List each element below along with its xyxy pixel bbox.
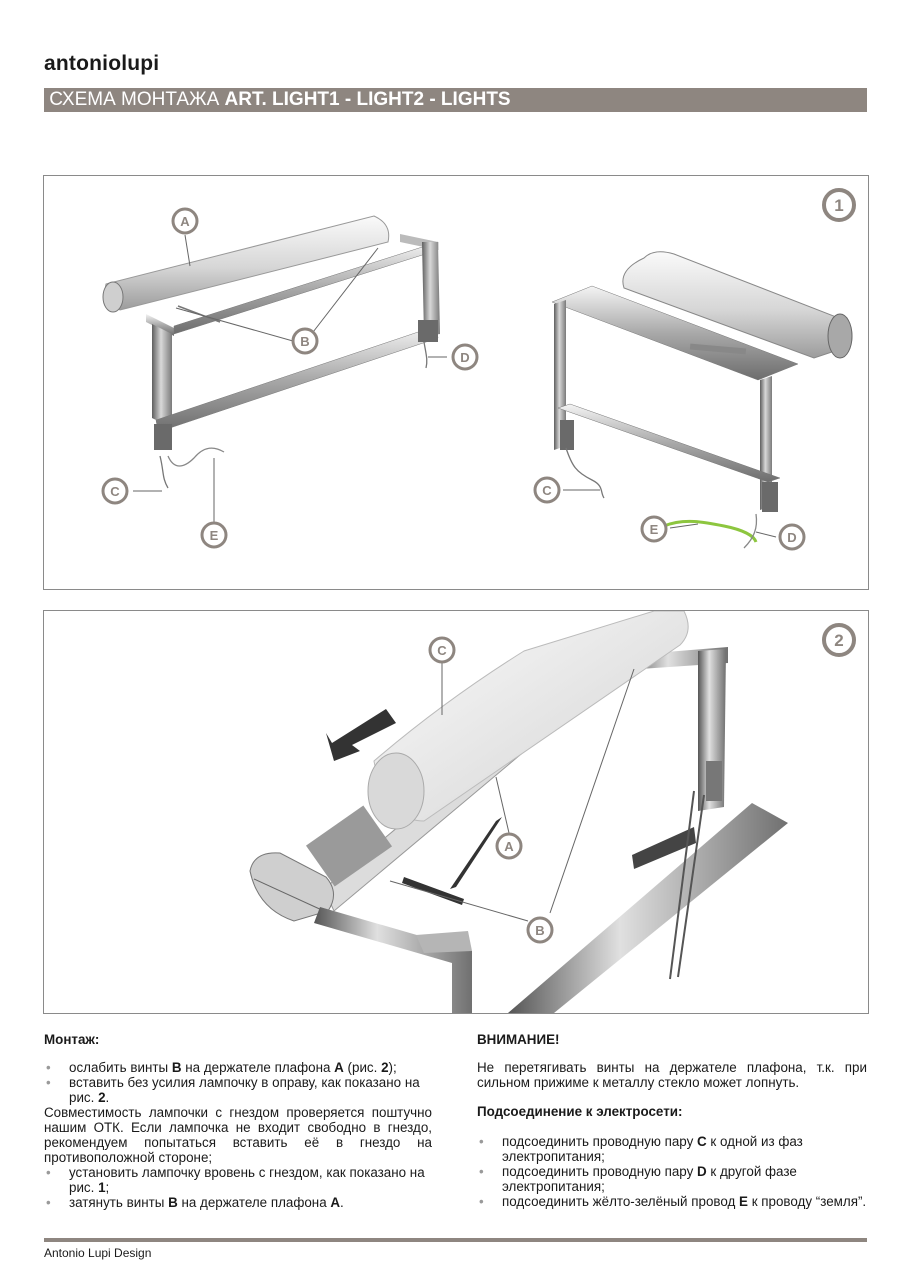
mounting-step-2: • вставить без усилия лампочку в оправу, как показано на рис. 2.	[44, 1075, 432, 1105]
svg-text:C: C	[110, 484, 120, 499]
title-product: ART. LIGHT1 - LIGHT2 - LIGHTS	[224, 89, 511, 110]
mounting-heading: Монтаж:	[44, 1032, 100, 1047]
callout-b-fig2	[528, 918, 552, 942]
lamp-rear-view	[552, 252, 852, 548]
callout-c	[103, 479, 127, 503]
connection-step-3: • подсоединить жёлто-зелёный провод E к проводу “земля”.	[477, 1194, 867, 1209]
mounting-compatibility-note: Совместимость лампочки с гнездом проверяется поштучно нашим ОТК. Если лампочка не входит свободно в гнездо, рекомендуем попытаться вставить её в гнездо на противоположной стороне;	[44, 1105, 432, 1165]
svg-text:B: B	[535, 923, 545, 938]
step-number-badge	[824, 190, 854, 220]
connection-step-1: • подсоединить проводную пару C к одной из фаз электропитания;	[477, 1134, 867, 1164]
mounting-step-1: • ослабить винты B на держателе плафона A (рис. 2);	[44, 1060, 432, 1075]
callout-a-fig2	[497, 834, 521, 858]
brand-logo: antoniolupi	[44, 52, 160, 75]
svg-text:E: E	[649, 522, 659, 537]
mounting-instructions	[44, 1032, 432, 1210]
callout-d	[453, 345, 477, 369]
svg-text:C: C	[542, 483, 552, 498]
figure-2-panel	[43, 610, 869, 1014]
mounting-step-3: • установить лампочку вровень с гнездом, как показано на рис. 1;	[44, 1165, 432, 1195]
warning-heading: ВНИМАНИЕ!	[477, 1032, 560, 1047]
svg-text:A: A	[504, 839, 514, 854]
callout-c-fig2	[430, 638, 454, 662]
figure-1-panel	[43, 175, 869, 590]
svg-text:1: 1	[834, 196, 844, 215]
page-title-bar	[44, 88, 867, 112]
title-prefix: СХЕМА МОНТАЖА	[49, 89, 220, 110]
lamp-front-view	[103, 216, 440, 488]
figure-2-drawing	[44, 611, 868, 1013]
svg-text:C: C	[437, 643, 447, 658]
callout-e	[202, 523, 226, 547]
svg-text:D: D	[460, 350, 470, 365]
callout-c-right	[535, 478, 559, 502]
callout-e-right	[642, 517, 666, 541]
step-number-badge	[824, 625, 854, 655]
footer-credit: Antonio Lupi Design	[44, 1246, 152, 1260]
mounting-step-4: • затянуть винты B на держателе плафона A.	[44, 1195, 432, 1210]
svg-text:2: 2	[834, 631, 844, 650]
lamp-closeup	[250, 611, 788, 1013]
svg-text:A: A	[180, 214, 190, 229]
callout-a	[173, 209, 197, 233]
svg-text:B: B	[300, 334, 310, 349]
callout-b	[293, 329, 317, 353]
warning-and-connection	[477, 1032, 867, 1209]
footer-divider	[44, 1238, 867, 1242]
connection-step-2: • подсоединить проводную пару D к другой фазе электропитания;	[477, 1164, 867, 1194]
warning-text: Не перетягивать винты на держателе плафона, т.к. при сильном прижиме к металлу стекло может лопнуть.	[477, 1060, 867, 1090]
connection-heading: Подсоединение к электросети:	[477, 1104, 683, 1119]
svg-text:E: E	[209, 528, 219, 543]
callout-d-right	[780, 525, 804, 549]
svg-text:D: D	[787, 530, 797, 545]
figure-1-drawing	[44, 176, 868, 589]
